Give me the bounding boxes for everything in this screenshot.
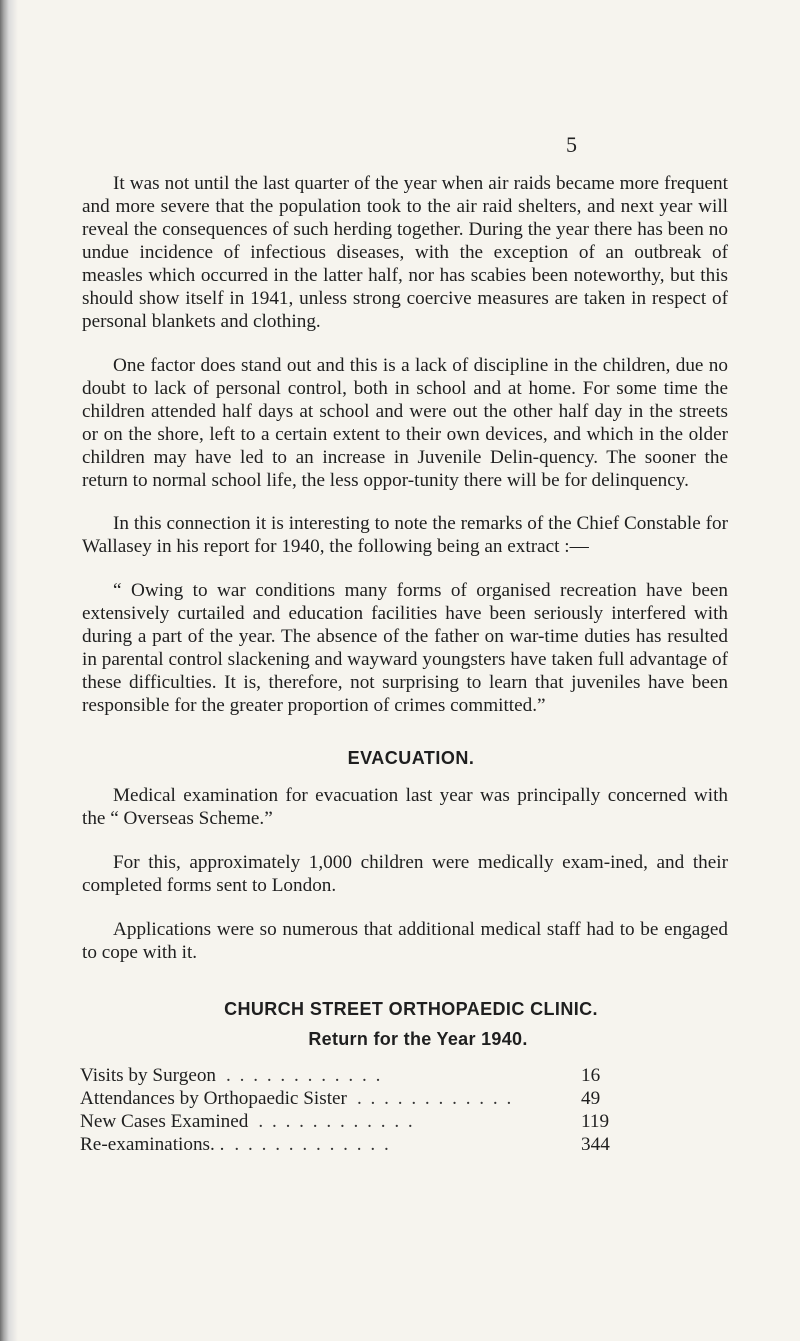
paragraph-overseas-scheme: Medical examination for evacuation last year was principally concerned with the “ Overseas Scheme.” <box>82 785 728 829</box>
return-row <box>80 1133 615 1156</box>
binding-edge <box>0 0 18 1341</box>
paragraph-quotation: “ Owing to war conditions many forms of organised recreation have been extensively curtailed and education facilities have been seriously interfered with during a part of the year. The absence of the father on war-time duties has resulted in parental control slackening and wayward youngsters have taken full advantage of these difficulties. It is, therefore, not surprising to learn that juveniles have been responsible for the greater proportion of crimes committed.” <box>82 580 728 716</box>
return-label: Attendances by Orthopaedic Sister <box>80 1088 347 1109</box>
paragraph-chief-constable: In this connection it is interesting to note the remarks of the Chief Constable for Wallasey in his report for 1940, the following being an extract :— <box>82 513 728 557</box>
return-row <box>80 1064 615 1087</box>
return-value: 119 <box>581 1111 610 1132</box>
section-heading-evacuation: EVACUATION. <box>347 748 475 768</box>
paragraph-children-examined: For this, approximately 1,000 children were medically exam-ined, and their completed forms sent to London. <box>82 852 728 896</box>
return-value: 16 <box>581 1065 601 1086</box>
return-table <box>80 1064 615 1156</box>
return-label: Re-examinations. . <box>80 1134 225 1155</box>
return-label: Visits by Surgeon <box>80 1065 217 1086</box>
return-value: 49 <box>581 1088 601 1109</box>
section-heading-clinic: CHURCH STREET ORTHOPAEDIC CLINIC. <box>224 999 598 1019</box>
paragraph-discipline: One factor does stand out and this is a lack of discipline in the children, due no doubt to lack of personal control, both in school and at home. For some time the children attended half days at school and were out the other half day in the streets or on the shore, left to a certain extent to their own devices, and which in the older children may have led to an increase in Juvenile Delin-quency. The sooner the return to normal school life, the less oppor-tunity there will be for delinquency. <box>82 355 728 491</box>
page-number: 5 <box>566 132 577 157</box>
paragraph-additional-staff: Applications were so numerous that additional medical staff had to be engaged to cope with it. <box>82 919 728 963</box>
return-value: 344 <box>581 1134 610 1155</box>
dot-leader: . . . . . . . . . . . . <box>226 1065 383 1086</box>
paragraph-air-raids: It was not until the last quarter of the year when air raids became more frequent and more severe that the population took to the air raid shelters, and next year will reveal the consequences of such herding together. During the year there has been no undue incidence of infectious diseases, with the exception of an outbreak of measles which occurred in the latter half, nor has scabies been noteworthy, but this should show itself in 1941, unless strong coercive measures are taken in respect of personal blankets and clothing. <box>82 173 728 332</box>
dot-leader: . . . . . . . . . . . . <box>258 1111 415 1132</box>
dot-leader: . . . . . . . . . . . . <box>234 1134 391 1155</box>
return-row <box>80 1087 615 1110</box>
subheading-return-year: Return for the Year 1940. <box>308 1029 528 1049</box>
return-label: New Cases Examined <box>80 1111 249 1132</box>
page-body <box>82 172 728 1156</box>
dot-leader: . . . . . . . . . . . . <box>356 1088 514 1109</box>
return-row <box>80 1110 615 1133</box>
